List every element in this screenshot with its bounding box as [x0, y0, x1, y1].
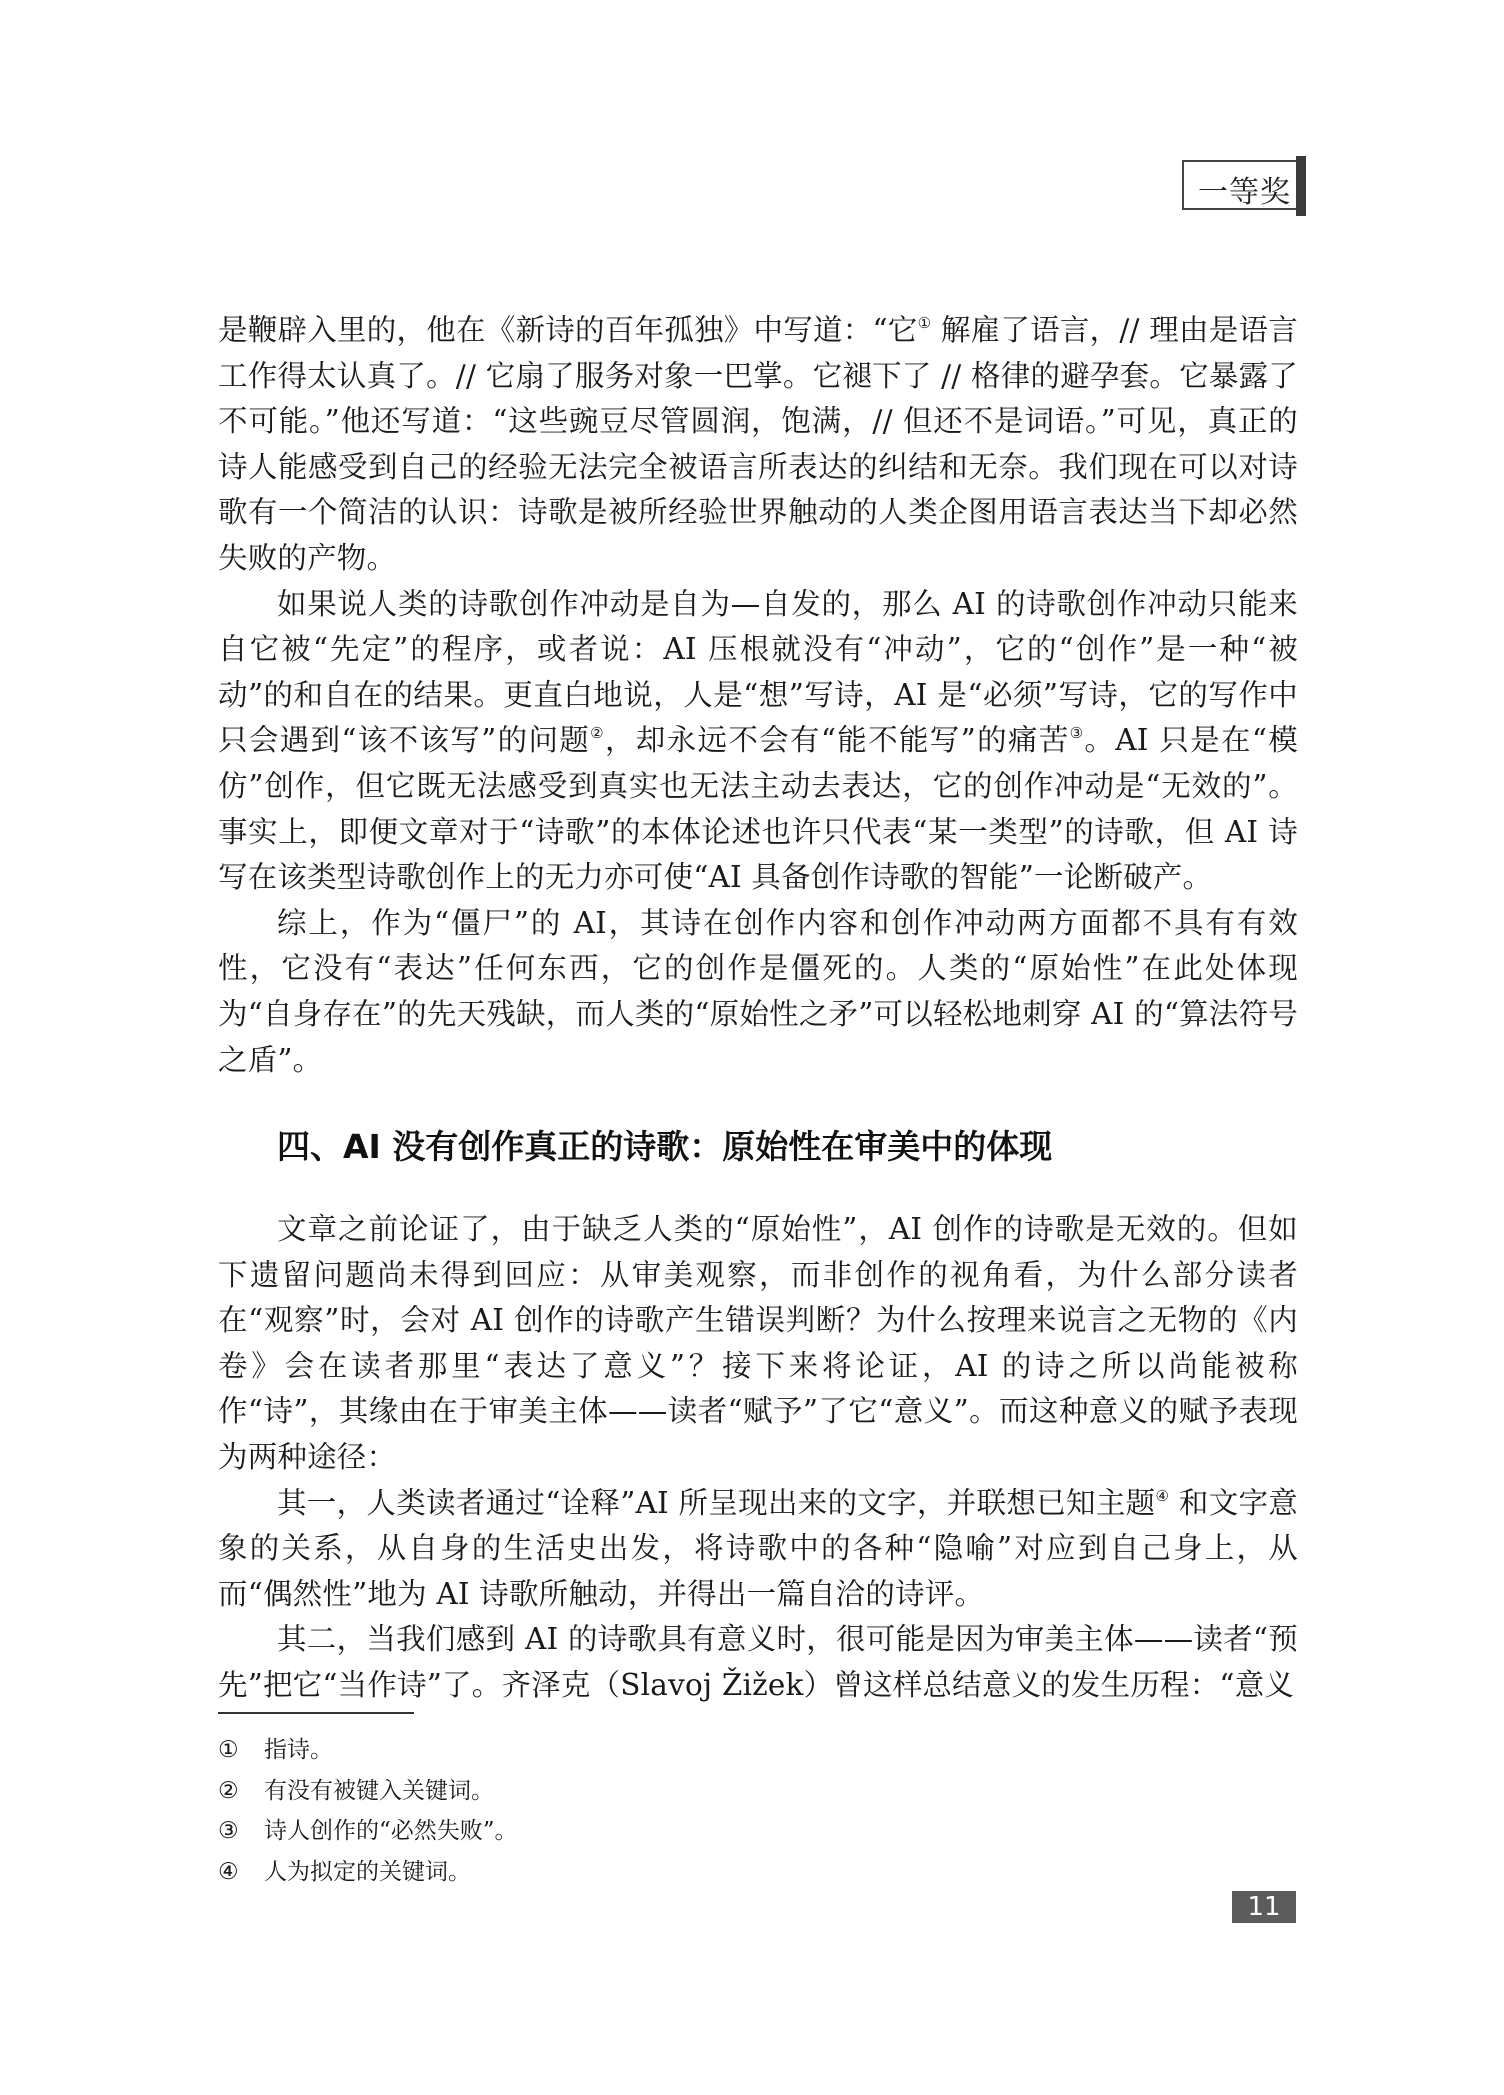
paragraph-4: 文章之前论证了，由于缺乏人类的“原始性”，AI 创作的诗歌是无效的。但如下遗留问题尚未得到回应：从审美观察，而非创作的视角看，为什么部分读者在“观察”时，会对 AI 创作的诗歌产生错误判断？为什么按理来说言之无物的《内卷》会在读者那里“表达了意义”？接下来将论证，AI 的诗之所以尚能被称作“诗”，其缘由在于审美主体——读者“赋予”了它“意义”。而这种意义的赋予表现为两种途径：: [218, 1212, 1298, 1475]
page-number: 11: [1232, 1891, 1296, 1923]
footnote-1: [218, 1730, 1298, 1771]
footnote-text: 人为拟定的关键词。: [264, 1858, 471, 1885]
footnote-number: ②: [218, 1777, 239, 1804]
footnote-ref-1: ①: [917, 314, 932, 332]
footnote-number: ④: [218, 1858, 239, 1885]
paragraph-2-text-a: 如果说人类的诗歌创作冲动是自为—自发的，那么 AI 的诗歌创作冲动只能来自它被“先定”的程序，或者说：AI 压根就没有“冲动”，它的“创作”是一种“被动”的和自在的结果。更直白地说，人是“想”写诗，AI 是“必须”写诗，它的写作中只会遇到“该不该写”的问题: [218, 586, 1298, 758]
footnote-number: ③: [218, 1818, 239, 1844]
paragraph-3: 综上，作为“僵尸”的 AI，其诗在创作内容和创作冲动两方面都不具有有效性，它没有“表达”任何东西，它的创作是僵死的。人类的“原始性”在此处体现为“自身存在”的先天残缺，而人类的“原始性之矛”可以轻松地刺穿 AI 的“算法符号之盾”。: [218, 905, 1298, 1077]
paragraph-2: [218, 582, 1298, 901]
paragraph-2-text-b: ，却永远不会有“能不能写”的痛苦: [604, 723, 1070, 758]
section-heading: 四、AI 没有创作真正的诗歌：原始性在审美中的体现: [277, 1127, 1053, 1167]
footnote-text: 有没有被键入关键词。: [264, 1777, 494, 1804]
footnote-number: ①: [218, 1737, 239, 1763]
footnote-2: [218, 1771, 1298, 1812]
paragraph-1: [218, 308, 1298, 582]
award-tag: [1182, 160, 1296, 210]
footnote-text: 诗人创作的“必然失败”。: [264, 1818, 518, 1844]
footnote-3: [218, 1811, 1298, 1852]
footnote-text: 指诗。: [264, 1737, 333, 1763]
main-text: [218, 308, 1298, 1709]
paragraph-6: 其二，当我们感到 AI 的诗歌具有意义时，很可能是因为审美主体——读者“预先”把它“当作诗”了。齐泽克（Slavoj Žižek）曾这样总结意义的发生历程：“意义: [218, 1622, 1298, 1703]
footnote-ref-4: ④: [1155, 1486, 1170, 1505]
paragraph-1-text-b: 解雇了语言，// 理由是语言工作得太认真了。// 它扇了服务对象一巴掌。它褪下了 // 格律的避孕套。它暴露了不可能。”他还写道：“这些豌豆尽管圆润，饱满，// 但还不是词语。”可见，真正的诗人能感受到自己的经验无法完全被语言所表达的纠结和无奈。我们现在可以对诗歌有一个简洁的认识：诗歌是被所经验世界触动的人类企图用语言表达当下却必然失败的产物。: [218, 313, 1298, 575]
paragraph-5: [218, 1481, 1298, 1618]
paragraph-1-text-a: 是鞭辟入里的，他在《新诗的百年孤独》中写道：“它: [218, 313, 918, 347]
paragraph-2-text-c: 。AI 只是在“模仿”创作，但它既无法感受到真实也无法主动去表达，它的创作冲动是“无效的”。事实上，即便文章对于“诗歌”的本体论述也许只代表“某一类型”的诗歌，但 AI 诗写在该类型诗歌创作上的无力亦可使“AI 具备创作诗歌的智能”一论断破产。: [218, 723, 1298, 895]
footnote-ref-3: ③: [1069, 724, 1085, 743]
award-label: 一等奖: [1198, 175, 1291, 210]
paragraph-5-text-b: 和文字意象的关系，从自身的生活史出发，将诗歌中的各种“隐喻”对应到自己身上，从而“偶然性”地为 AI 诗歌所触动，并得出一篇自洽的诗评。: [218, 1485, 1298, 1611]
paragraph-5-text-a: 其一，人类读者通过“诠释”AI 所呈现出来的文字，并联想已知主题: [277, 1485, 1156, 1520]
footnote-ref-2: ②: [590, 724, 605, 743]
footnote-divider: [218, 1712, 414, 1714]
footnotes: [218, 1712, 1298, 1892]
footnote-4: [218, 1852, 1298, 1893]
award-tag-bar: [1296, 156, 1306, 216]
